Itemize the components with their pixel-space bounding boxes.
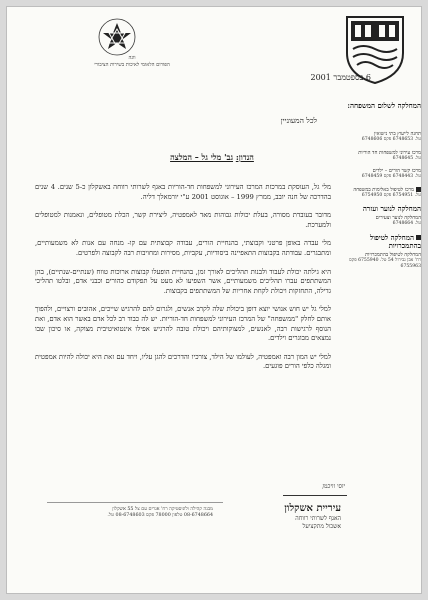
logo-caption: ווגה bbox=[128, 55, 136, 61]
city-name: עיריית אשקלון bbox=[284, 503, 341, 514]
directory-item: המחלקה לנוער ועזרה המחלקה לנוער וצעירים טל. 6748664 bbox=[362, 204, 421, 227]
body-paragraph: למלי גל יש חוש אנושי יוצא דופן ביכולת שלה לקרב אנשים, ולגרום להם להרגיש שייכים, אהובים ורצויים, ולהפוך אותם לחלק "ממשפחה" של המרכז העירוני למשפחות חד-הוריות. יש לה כבוד רב לכל אדם באשר הוא אדם, ואת הנוסף לרגישות רבה, לאנשים, למצוקותיהם ויכולת טובה להרגיש אפילו אינטואיטיבית מצוקה, או סיכון שבו נמצאים מבוגרים וילדים. bbox=[35, 305, 331, 343]
body-paragraph: מלי גל, העוסקת במרכזת המרכז העירוני למשפחות חד-הוריות באגף לשרותי רווחה באשקלון כ-5 שנים. 4 שנים בהדרכה של חנה יובב, ממרץ 1999 – אוגוסט 2001 ע"י יורמאלך דליה. bbox=[35, 183, 331, 201]
body-paragraph: היא גילתה יכולת לעבוד ולבנות תהליכים לאורך זמן, בהנחיית הופעלו קבוצות ארוכות טווח (שנתיים-שנתיים), בהן המשתתפים עברו תהליכים משמעותיים, אשר השפיעו לא מעט על תפקודם כהורים וכבני אדם, ובלטו תהליכי גדילה, התחזקות ויכולת לקחת אחריות של המשתתפים בקבוצות. bbox=[35, 267, 331, 295]
department-title: המחלקה לשלום המשפחה: bbox=[347, 101, 421, 110]
signature-handwritten: יוסי וויכמן bbox=[322, 483, 345, 490]
bullet-square-icon bbox=[416, 235, 421, 240]
directory-item: מרכז עירוני למשפחות חד הוריות טל. 6748645 bbox=[358, 149, 421, 161]
services-directory bbox=[347, 131, 421, 276]
signature-line bbox=[283, 495, 347, 496]
directory-item: תחנה לייעוץ בתי נישואין טל. 6748653 פקס 6748606 bbox=[361, 131, 421, 142]
directory-item: המחלקה לטיפול בהתמכרויות המחלקה לטיפול בהתמכרויות רח' אבן גבירול 54 טל. 6755940 פקס 6755963 bbox=[349, 232, 421, 269]
subject-prefix: הנדון: bbox=[235, 152, 254, 162]
logo-forum-caption: הפורום הלאומי לאיכות בשירות הציבורי bbox=[94, 62, 170, 68]
signature-block bbox=[221, 503, 341, 531]
body-paragraph: מדובר בעובדת מסורה, בעלת יכולות גבוהות מאד לאמפטיה, ליצירת קשר, הכלת מטופלים, ונאמנות למטופלים ולמערכת. bbox=[35, 211, 331, 229]
department-name: האגף לשרותי רווחה bbox=[295, 515, 341, 522]
letter-body bbox=[35, 183, 331, 381]
cluster-name: אשכול מתקציעל bbox=[302, 523, 341, 530]
footer-divider bbox=[47, 502, 223, 503]
directory-item: מרכז קשר הורים – ילדים טל. 6748443 פקס 6748459 bbox=[361, 168, 421, 180]
addressee: לכל המעוניין bbox=[280, 116, 317, 125]
body-paragraph: מלי עבדה באופן פרטני וקבוצתי, בהנחיית הורים, עבודה קבוצתית עם קו- מנחה עם אנות לא משמעותיים, ומתבגרים. עבודתה בקבוצות התאפיינה ביסודיות, עקביות, מסירות ומחויבות רבה לקבוצה ולפרטים. bbox=[35, 239, 331, 257]
letter-date: 6 בספטמבר 2001 bbox=[310, 73, 371, 82]
footer-address: מבנה קהילה ולוגיסטיקה רח' אגרים עם צל 55 אשקלון 08-6748664 טלפון 78000 פקס 08-6748603 טל. bbox=[107, 507, 213, 519]
subject-name: גב' מלי גל – המלצה bbox=[170, 152, 234, 162]
bullet-square-icon bbox=[416, 187, 421, 192]
directory-item: מרכז לטיפול באלימות במשפחה טל. 6754951 פקס 6754950 bbox=[353, 186, 421, 198]
letter-subject bbox=[107, 152, 317, 162]
letter-page bbox=[6, 6, 422, 594]
body-paragraph: למלי יש המון רבה ואמפטיה, לעולמו של הילד, צורכיו והדרכים להגן עליו, ויחד עם זאת היא יכולה להיות אמפטית ומגלה כלפי הורים פוגעים. bbox=[35, 352, 331, 371]
